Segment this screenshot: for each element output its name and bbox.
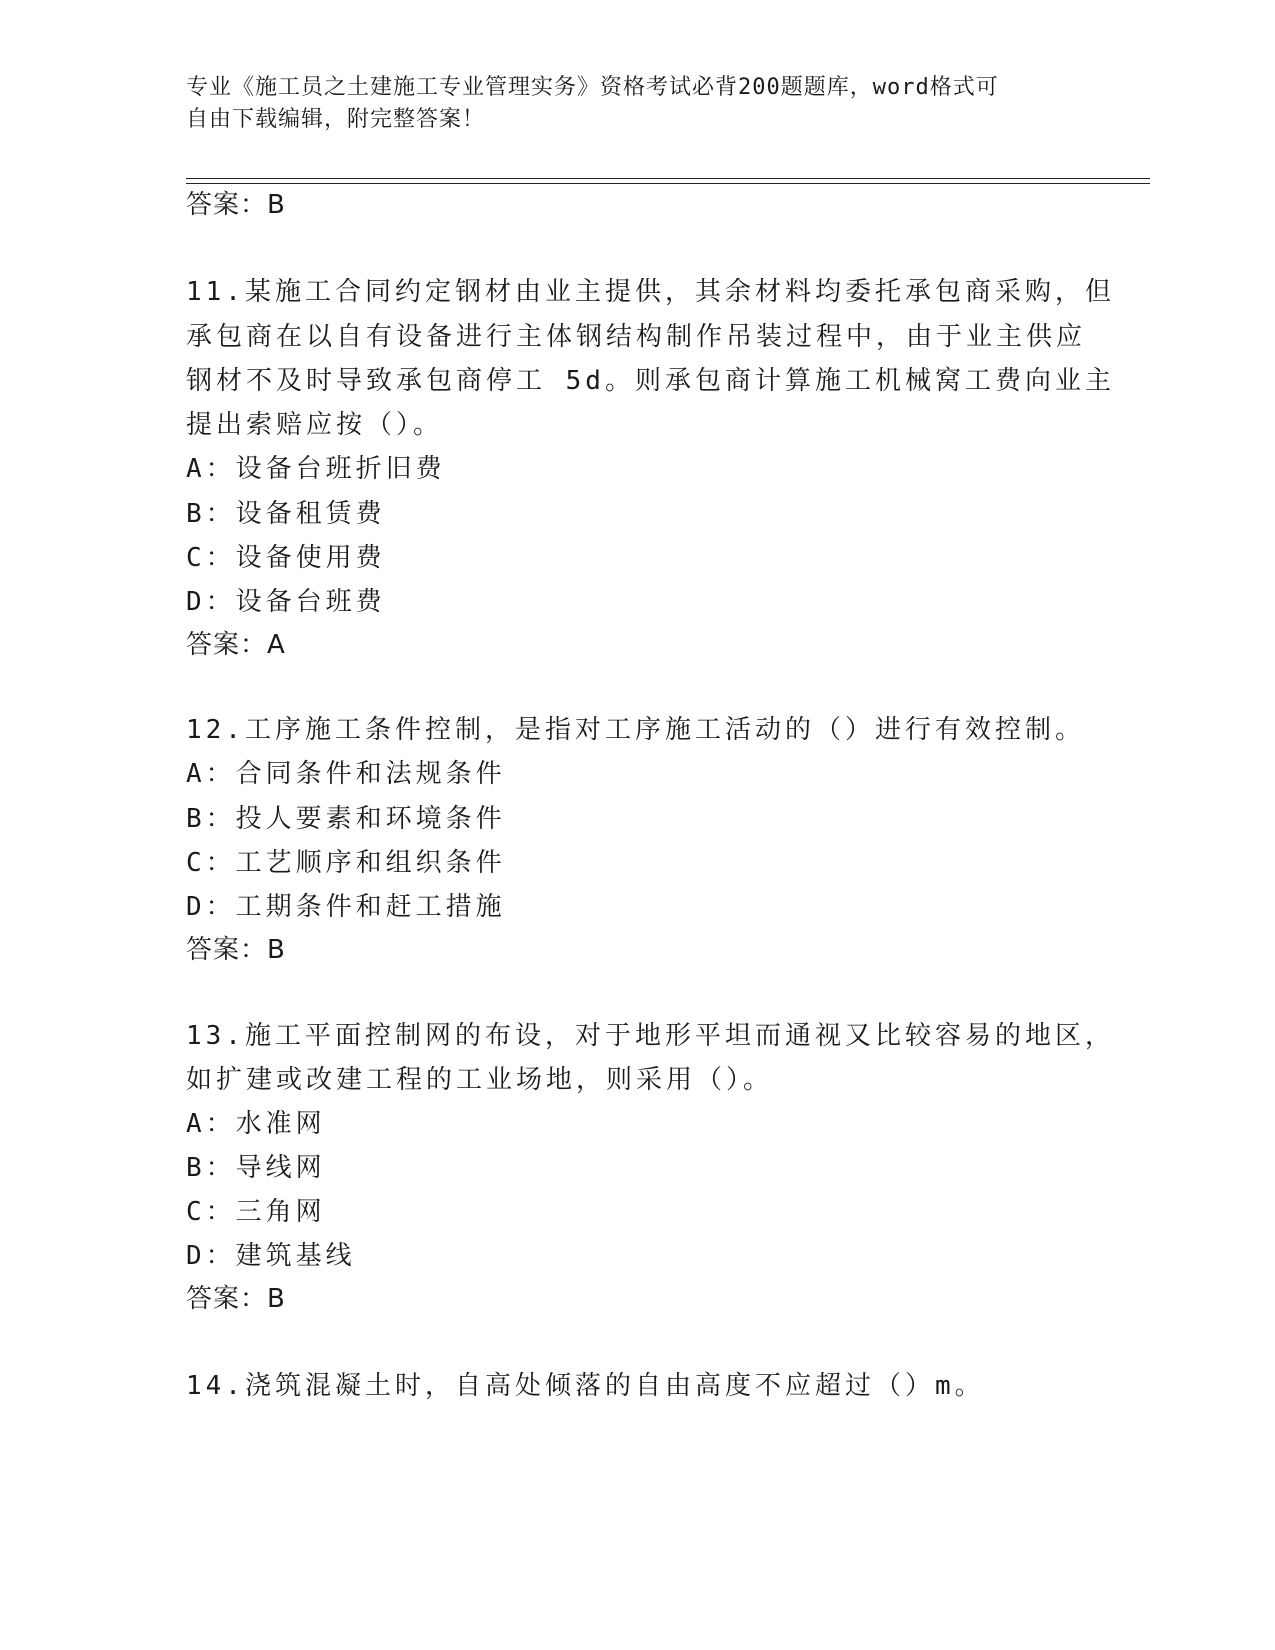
option-b: B：投人要素和环境条件 xyxy=(186,804,506,834)
question-stem-line: 13.施工平面控制网的布设，对于地形平坦而通视又比较容易的地区， xyxy=(186,1021,1115,1051)
question-stem-line: 钢材不及时导致承包商停工 5d。则承包商计算施工机械窝工费向业主 xyxy=(186,366,1115,396)
option-d: D：设备台班费 xyxy=(186,587,386,617)
option-c: C：设备使用费 xyxy=(186,543,386,573)
answer-line: 答案：B xyxy=(186,935,286,965)
header-line-1: 专业《施工员之土建施工专业管理实务》资格考试必背200题题库，word格式可 xyxy=(186,75,999,100)
question-stem-line: 如扩建或改建工程的工业场地，则采用（）。 xyxy=(186,1065,774,1095)
answer-line: 答案：A xyxy=(186,630,286,660)
option-b: B：设备租赁费 xyxy=(186,499,386,529)
option-d: D：工期条件和赶工措施 xyxy=(186,892,506,922)
answer-line: 答案：B xyxy=(186,190,286,220)
question-stem-line: 承包商在以自有设备进行主体钢结构制作吊装过程中，由于业主供应 xyxy=(186,322,1087,352)
option-b: B：导线网 xyxy=(186,1153,326,1183)
document-header xyxy=(186,72,1066,136)
option-c: C：工艺顺序和组织条件 xyxy=(186,848,506,878)
question-stem-line: 提出索赔应按（）。 xyxy=(186,410,444,440)
answer-line: 答案：B xyxy=(186,1284,286,1314)
header-line-2: 自由下载编辑，附完整答案！ xyxy=(186,107,486,132)
option-a: A：合同条件和法规条件 xyxy=(186,759,506,789)
question-stem-line: 14.浇筑混凝土时，自高处倾落的自由高度不应超过（）m。 xyxy=(186,1371,985,1401)
header-divider-top xyxy=(186,178,1150,179)
option-d: D：建筑基线 xyxy=(186,1241,356,1271)
option-a: A：设备台班折旧费 xyxy=(186,454,446,484)
header-divider-bottom xyxy=(186,183,1150,184)
question-stem-line: 12.工序施工条件控制，是指对工序施工活动的（）进行有效控制。 xyxy=(186,715,1085,745)
option-a: A：水准网 xyxy=(186,1109,326,1139)
question-stem-line: 11.某施工合同约定钢材由业主提供，其余材料均委托承包商采购，但 xyxy=(186,277,1115,307)
option-c: C：三角网 xyxy=(186,1197,326,1227)
